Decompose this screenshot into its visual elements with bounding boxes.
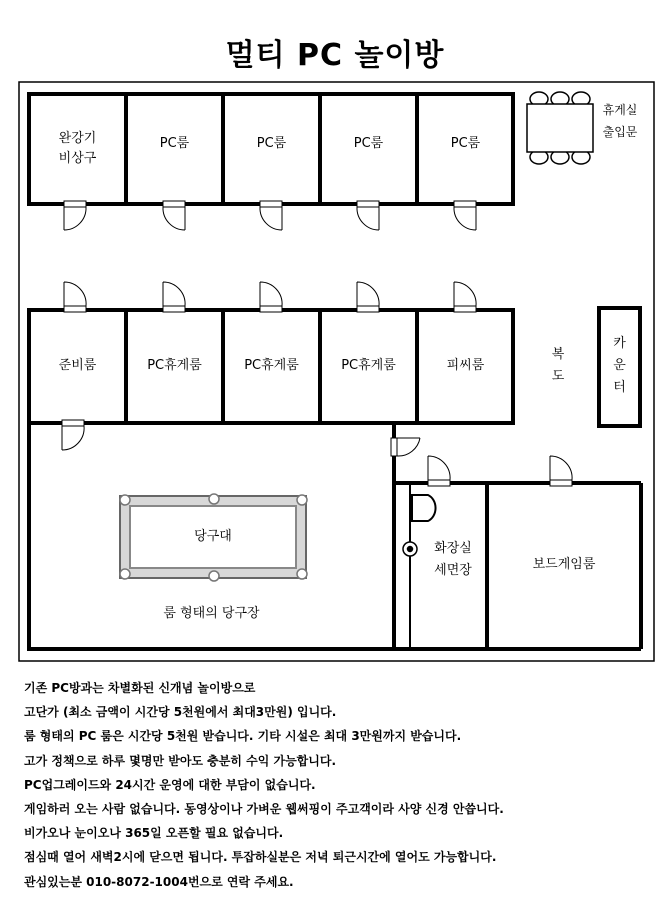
note-line: PC업그레이드와 24시간 운영에 대한 부담이 없습니다. <box>24 777 316 792</box>
pc-lounge-label: PC휴게룸 <box>244 358 299 373</box>
lounge-entrance-label: 휴게실 출입문 <box>602 103 638 139</box>
lounge-table <box>527 92 593 164</box>
corridor-label: 복 도 <box>551 347 565 384</box>
note-line: 고단가 (최소 금액이 시간당 5천원에서 최대3만원) 입니다. <box>24 705 337 720</box>
pc-lounge-label: PC휴게룸 <box>341 358 396 373</box>
pc-room-label: PC룸 <box>353 136 384 151</box>
note-line: 비가오나 눈이오나 365일 오픈할 필요 없습니다. <box>24 826 284 841</box>
emergency-exit-label: 완강기 비상구 <box>58 131 97 166</box>
door-top-1 <box>64 201 86 230</box>
door-top-3 <box>260 201 282 230</box>
sink-shape <box>403 542 417 578</box>
note-line: 룸 형태의 PC 룸은 시간당 5천원 받습니다. 기타 시설은 최대 3만원까지 받습니다. <box>24 729 462 744</box>
door-billiard <box>62 420 84 450</box>
door-mid-3 <box>260 282 282 312</box>
pc-room-label: PC룸 <box>159 136 190 151</box>
page-title: 멀티 PC 놀이방 <box>225 38 445 73</box>
counter-label: 카 운 터 <box>613 336 626 395</box>
pc-room-label: PC룸 <box>450 136 481 151</box>
toilet-shape <box>412 495 436 521</box>
door-mid-2 <box>163 282 185 312</box>
note-line: 고가 정책으로 하루 몇명만 받아도 충분히 수익 가능합니다. <box>24 753 337 768</box>
door-restroom <box>428 456 450 486</box>
pc-lounge-label: PC휴게룸 <box>147 358 202 373</box>
pc-room-label: PC룸 <box>256 136 287 151</box>
door-top-4 <box>357 201 379 230</box>
note-line: 관심있는분 010-8072-1004번으로 연락 주세요. <box>24 874 294 889</box>
pool-table-label: 당구대 <box>194 529 232 544</box>
note-line: 점심때 열어 새벽2시에 닫으면 됩니다. 투잡하실분은 저녁 퇴근시간에 열어도 가능합니다. <box>24 850 497 865</box>
door-mid-1 <box>64 282 86 312</box>
boardgame-room-label: 보드게임룸 <box>532 557 596 572</box>
description-notes <box>24 676 654 894</box>
door-top-5 <box>454 201 476 230</box>
note-line: 기존 PC방과는 차별화된 신개념 놀이방으로 <box>24 681 256 695</box>
billiard-room-label: 룸 형태의 당구장 <box>163 606 260 621</box>
pc-cafe-room-label: 피씨룸 <box>446 358 485 373</box>
prep-room-label: 준비룸 <box>58 358 97 373</box>
door-corridor <box>391 438 420 456</box>
door-top-2 <box>163 201 185 230</box>
door-mid-4 <box>357 282 379 312</box>
restroom-label: 화장실 세면장 <box>434 541 472 578</box>
note-line: 게임하러 오는 사람 없습니다. 동영상이나 가벼운 웹써핑이 주고객이라 사양 신경 안씁니다. <box>24 802 504 817</box>
door-boardgame <box>550 456 572 486</box>
door-mid-5 <box>454 282 476 312</box>
